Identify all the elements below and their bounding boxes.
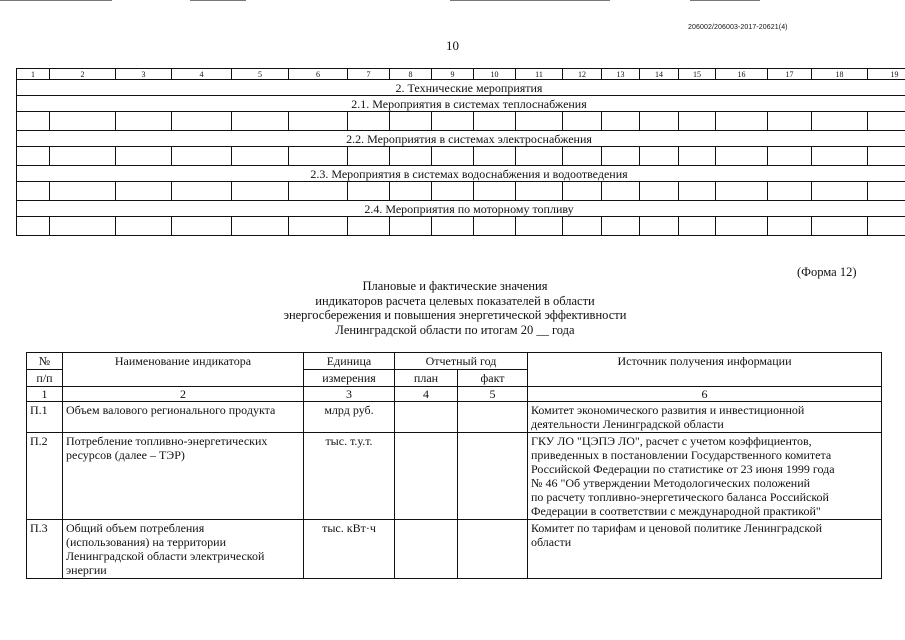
empty-cell	[768, 147, 812, 166]
fact-value	[458, 402, 528, 433]
fact-value	[458, 433, 528, 520]
empty-cell	[289, 147, 348, 166]
empty-cell	[17, 182, 50, 201]
column-number: 18	[812, 69, 868, 80]
row-number: П.3	[27, 520, 63, 579]
empty-cell	[432, 182, 474, 201]
empty-cell	[516, 147, 563, 166]
header-unit-sub: измерения	[304, 370, 395, 387]
column-number: 9	[432, 69, 474, 80]
page-number: 10	[446, 38, 459, 53]
empty-cell	[640, 182, 679, 201]
source-line: ГКУ ЛО "ЦЭПЭ ЛО", расчет с учетом коэффициентов,	[531, 434, 812, 448]
header-year: Отчетный год	[395, 353, 528, 370]
empty-cell	[716, 217, 768, 236]
empty-cell	[50, 182, 116, 201]
empty-cell	[172, 217, 232, 236]
col-number: 5	[458, 387, 528, 402]
header-unit: Единица	[304, 353, 395, 370]
plan-value	[395, 520, 458, 579]
empty-cell	[474, 182, 516, 201]
empty-cell	[812, 217, 868, 236]
section-title: 2.2. Мероприятия в системах электроснабжения	[17, 131, 905, 147]
title-line: Плановые и фактические значения	[362, 279, 548, 293]
blank-row	[17, 112, 905, 131]
empty-cell	[768, 112, 812, 131]
empty-cell	[768, 182, 812, 201]
empty-cell	[17, 217, 50, 236]
unit-value: млрд руб.	[304, 402, 395, 433]
column-number: 17	[768, 69, 812, 80]
empty-cell	[868, 217, 905, 236]
empty-cell	[716, 182, 768, 201]
empty-cell	[640, 112, 679, 131]
empty-cell	[516, 182, 563, 201]
empty-cell	[172, 147, 232, 166]
source-line: деятельности Ленинградской области	[531, 417, 724, 431]
indicator-name	[63, 402, 304, 433]
indicator-name	[63, 433, 304, 520]
col-number: 4	[395, 387, 458, 402]
indicator-line: Ленинградской области электрической	[66, 549, 265, 563]
empty-cell	[563, 217, 602, 236]
empty-cell	[812, 182, 868, 201]
document-code: 206002/206003-2017-20621(4)	[688, 24, 788, 31]
section-row	[17, 96, 905, 112]
empty-cell	[640, 147, 679, 166]
empty-cell	[679, 112, 716, 131]
section-row	[17, 201, 905, 217]
empty-cell	[602, 217, 640, 236]
empty-cell	[116, 112, 172, 131]
top-edge-marks	[0, 0, 905, 1]
empty-cell	[868, 147, 905, 166]
section-title: 2.4. Мероприятия по моторному топливу	[17, 201, 905, 217]
empty-cell	[563, 147, 602, 166]
form-label: (Форма 12)	[797, 265, 857, 279]
empty-cell	[232, 217, 289, 236]
header-source: Источник получения информации	[528, 353, 882, 387]
column-number: 19	[868, 69, 905, 80]
empty-cell	[432, 217, 474, 236]
source-line: области	[531, 535, 572, 549]
source-line: № 46 "Об утверждении Методологических положений	[531, 476, 811, 490]
column-number: 4	[172, 69, 232, 80]
row-number: П.2	[27, 433, 63, 520]
empty-cell	[348, 112, 390, 131]
empty-cell	[716, 112, 768, 131]
indicators-table	[26, 352, 882, 579]
header-indicator: Наименование индикатора	[63, 353, 304, 387]
empty-cell	[516, 112, 563, 131]
column-number: 5	[232, 69, 289, 80]
empty-cell	[679, 217, 716, 236]
empty-cell	[679, 182, 716, 201]
col-number: 6	[528, 387, 882, 402]
plan-value	[395, 402, 458, 433]
unit-value: тыс. т.у.т.	[304, 433, 395, 520]
empty-cell	[116, 147, 172, 166]
blank-row	[17, 147, 905, 166]
col-number: 1	[27, 387, 63, 402]
empty-cell	[348, 147, 390, 166]
empty-cell	[50, 217, 116, 236]
column-number: 11	[516, 69, 563, 80]
indicator-row	[27, 402, 882, 433]
unit-value: тыс. кВт·ч	[304, 520, 395, 579]
empty-cell	[768, 217, 812, 236]
empty-cell	[432, 112, 474, 131]
empty-cell	[563, 112, 602, 131]
empty-cell	[390, 112, 432, 131]
section-title: 2.3. Мероприятия в системах водоснабжения и водоотведения	[17, 166, 905, 182]
blank-row	[17, 217, 905, 236]
source-info	[528, 402, 882, 433]
indicator-line: Потребление топливно-энергетических	[66, 434, 268, 448]
indicator-line: ресурсов (далее – ТЭР)	[66, 448, 185, 462]
column-number: 3	[116, 69, 172, 80]
column-number-row	[17, 69, 905, 80]
empty-cell	[390, 147, 432, 166]
empty-cell	[812, 147, 868, 166]
blank-row	[17, 182, 905, 201]
section-title: 2.1. Мероприятия в системах теплоснабжения	[17, 96, 905, 112]
section-row	[17, 166, 905, 182]
empty-cell	[602, 182, 640, 201]
source-line: Российской Федерации по статистике от 23 июня 1999 года	[531, 462, 835, 476]
section-row	[17, 131, 905, 147]
header-fact: факт	[458, 370, 528, 387]
empty-cell	[474, 217, 516, 236]
empty-cell	[172, 112, 232, 131]
empty-cell	[716, 147, 768, 166]
title-line: Ленинградской области по итогам 20 __ года	[335, 322, 575, 337]
empty-cell	[232, 112, 289, 131]
column-number: 1	[17, 69, 50, 80]
header-plan: план	[395, 370, 458, 387]
column-number: 6	[289, 69, 348, 80]
title-line: индикаторов расчета целевых показателей в области	[315, 293, 595, 308]
indicator-row	[27, 433, 882, 520]
column-number: 8	[390, 69, 432, 80]
source-line: приведенных в постановлении Государственного комитета	[531, 448, 832, 462]
empty-cell	[812, 112, 868, 131]
section-title: 2. Технические мероприятия	[17, 80, 905, 96]
empty-cell	[868, 112, 905, 131]
empty-cell	[640, 217, 679, 236]
empty-cell	[348, 217, 390, 236]
column-number: 7	[348, 69, 390, 80]
title-line: энергосбережения и повышения энергетической эффективности	[283, 308, 627, 322]
fact-value	[458, 520, 528, 579]
source-line: Федерации в соответствии с международной практикой"	[531, 504, 821, 518]
source-line: Комитет по тарифам и ценовой политике Ленинградской	[531, 521, 823, 535]
empty-cell	[50, 112, 116, 131]
empty-cell	[474, 112, 516, 131]
empty-cell	[868, 182, 905, 201]
empty-cell	[232, 147, 289, 166]
indicator-line: Общий объем потребления	[66, 521, 205, 535]
empty-cell	[602, 147, 640, 166]
empty-cell	[17, 147, 50, 166]
source-line: по расчету топливно-энергетического баланса Российской	[531, 490, 829, 504]
indicator-line: Объем валового регионального продукта	[66, 403, 276, 417]
source-line: Комитет экономического развития и инвестиционной	[531, 403, 805, 417]
empty-cell	[289, 112, 348, 131]
empty-cell	[348, 182, 390, 201]
column-number: 13	[602, 69, 640, 80]
indicator-name	[63, 520, 304, 579]
empty-cell	[50, 147, 116, 166]
col-number: 2	[63, 387, 304, 402]
empty-cell	[289, 217, 348, 236]
column-number: 15	[679, 69, 716, 80]
empty-cell	[602, 112, 640, 131]
empty-cell	[116, 182, 172, 201]
source-info	[528, 520, 882, 579]
col-number: 3	[304, 387, 395, 402]
indicator-line: (использования) на территории	[66, 535, 227, 549]
empty-cell	[289, 182, 348, 201]
empty-cell	[390, 182, 432, 201]
empty-cell	[563, 182, 602, 201]
row-number: П.1	[27, 402, 63, 433]
empty-cell	[474, 147, 516, 166]
column-number: 2	[50, 69, 116, 80]
empty-cell	[17, 112, 50, 131]
header-num: №	[27, 353, 63, 370]
page-title	[220, 279, 690, 337]
indicator-line: энергии	[66, 563, 107, 577]
empty-cell	[172, 182, 232, 201]
empty-cell	[116, 217, 172, 236]
empty-cell	[390, 217, 432, 236]
source-info	[528, 433, 882, 520]
measures-table	[16, 68, 905, 236]
empty-cell	[232, 182, 289, 201]
column-number: 12	[563, 69, 602, 80]
plan-value	[395, 433, 458, 520]
empty-cell	[679, 147, 716, 166]
empty-cell	[432, 147, 474, 166]
column-number: 16	[716, 69, 768, 80]
column-number: 14	[640, 69, 679, 80]
section-row	[17, 80, 905, 96]
indicator-row	[27, 520, 882, 579]
header-num-sub: п/п	[27, 370, 63, 387]
column-number: 10	[474, 69, 516, 80]
empty-cell	[516, 217, 563, 236]
